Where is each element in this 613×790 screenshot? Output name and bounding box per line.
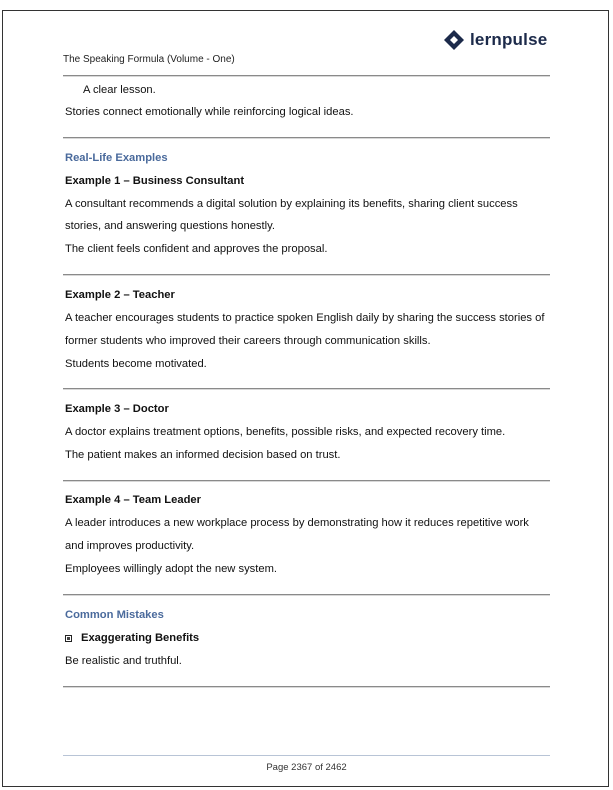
brand-name: lernpulse <box>470 30 548 49</box>
document-page <box>2 10 609 787</box>
page-number: Page 2367 of 2462 <box>266 762 347 773</box>
example-text: The client feels confident and approves the proposal. <box>65 243 328 255</box>
example-text: The patient makes an informed decision based on trust. <box>65 449 341 461</box>
mistake-body: Be realistic and truthful. <box>65 655 182 667</box>
intro-line: Stories connect emotionally while reinforcing logical ideas. <box>65 106 354 118</box>
example-text: Students become motivated. <box>65 358 207 370</box>
brand-logo <box>444 30 547 50</box>
example-title: Example 3 – Doctor <box>65 403 169 415</box>
example-text: A doctor explains treatment options, benefits, possible risks, and expected recovery time. <box>65 426 506 438</box>
section-heading-real-life-examples: Real-Life Examples <box>65 152 168 164</box>
mistake-item <box>65 632 199 644</box>
example-divider <box>63 388 550 390</box>
example-text: and improves productivity. <box>65 540 195 552</box>
example-text: A teacher encourages students to practice spoken English daily by sharing the success stories of <box>65 312 545 324</box>
example-text: A leader introduces a new workplace process by demonstrating how it reduces repetitive work <box>65 517 529 529</box>
example-title: Example 4 – Team Leader <box>65 494 201 506</box>
running-header-title: The Speaking Formula (Volume - One) <box>63 54 235 65</box>
footer-divider <box>63 755 550 756</box>
section-divider <box>63 686 550 688</box>
section-heading-common-mistakes: Common Mistakes <box>65 609 164 621</box>
example-divider <box>63 274 550 276</box>
example-text: A consultant recommends a digital solution by explaining its benefits, sharing client success <box>65 198 518 210</box>
diamond-logo-icon <box>444 30 464 50</box>
mistake-title: Exaggerating Benefits <box>81 632 200 644</box>
example-text: stories, and answering questions honestly. <box>65 220 275 232</box>
example-title: Example 2 – Teacher <box>65 289 175 301</box>
square-bullet-icon <box>65 635 72 642</box>
section-divider <box>63 137 550 139</box>
example-title: Example 1 – Business Consultant <box>65 175 245 187</box>
example-text: Employees willingly adopt the new system. <box>65 563 278 575</box>
example-divider <box>63 480 550 482</box>
example-text: former students who improved their careers through communication skills. <box>65 335 431 347</box>
section-divider <box>63 594 550 596</box>
header-divider <box>63 75 550 77</box>
intro-line: A clear lesson. <box>83 84 156 96</box>
